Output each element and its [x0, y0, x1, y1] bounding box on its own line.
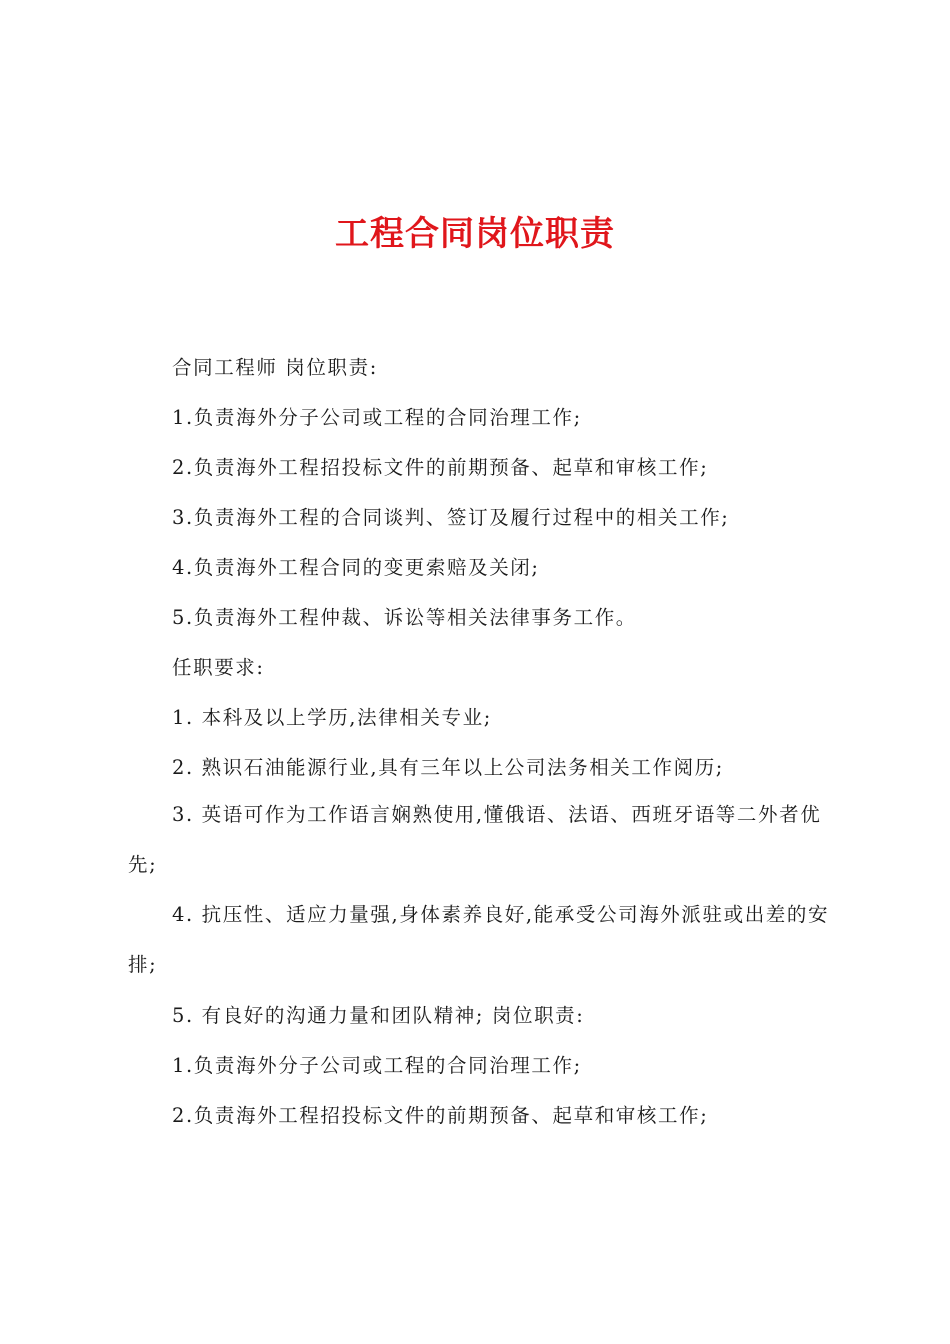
duty-item-1-repeat: 1.负责海外分子公司或工程的合同治理工作;	[172, 1054, 582, 1077]
requirement-item-2: 2. 熟识石油能源行业,具有三年以上公司法务相关工作阅历;	[172, 756, 724, 779]
document-title: 工程合同岗位职责	[335, 214, 615, 254]
requirement-item-5: 5. 有良好的沟通力量和团队精神; 岗位职责:	[172, 1004, 585, 1027]
duty-item-2: 2.负责海外工程招投标文件的前期预备、起草和审核工作;	[172, 456, 709, 479]
duty-item-2-repeat: 2.负责海外工程招投标文件的前期预备、起草和审核工作;	[172, 1104, 709, 1127]
requirement-item-1: 1. 本科及以上学历,法律相关专业;	[172, 706, 492, 729]
requirements-heading: 任职要求:	[172, 656, 265, 679]
duty-item-1: 1.负责海外分子公司或工程的合同治理工作;	[172, 406, 582, 429]
duty-item-4: 4.负责海外工程合同的变更索赔及关闭;	[172, 556, 540, 579]
requirement-item-3: 3. 英语可作为工作语言娴熟使用,懂俄语、法语、西班牙语等二外者优先;	[128, 803, 822, 876]
requirement-item-4: 4. 抗压性、适应力量强,身体素养良好,能承受公司海外派驻或出差的安排;	[128, 903, 830, 976]
duty-item-3: 3.负责海外工程的合同谈判、签订及履行过程中的相关工作;	[172, 506, 730, 529]
duty-item-5: 5.负责海外工程仲裁、诉讼等相关法律事务工作。	[172, 606, 637, 629]
job-title-heading: 合同工程师 岗位职责:	[172, 356, 378, 379]
